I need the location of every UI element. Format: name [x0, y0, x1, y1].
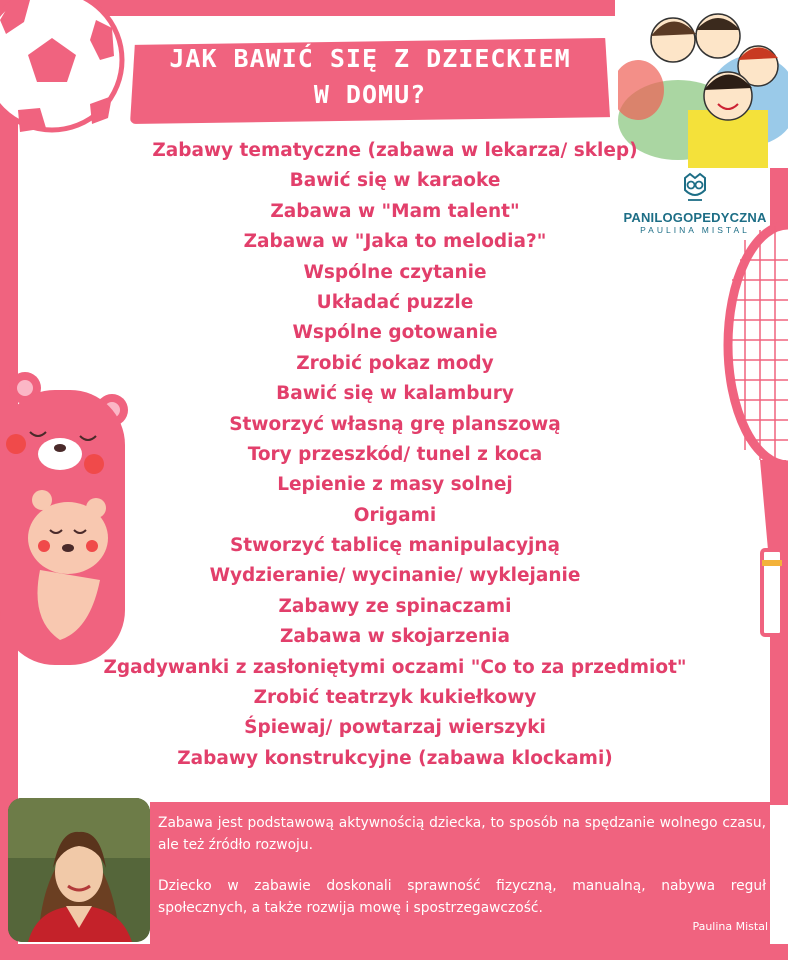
- activity-item: Origami: [353, 504, 437, 526]
- activity-item: Bawić się w karaoke: [289, 170, 501, 192]
- activity-item: Zabawy ze spinaczami: [278, 595, 512, 617]
- brand-name: PANILOGOPEDYCZNA: [623, 210, 767, 225]
- activity-list: [40, 136, 750, 774]
- author-photo: [8, 798, 150, 942]
- activity-item: Lepienie z masy solnej: [277, 474, 513, 496]
- activity-item: Zabawa w "Mam talent": [270, 200, 520, 222]
- activity-item: Zabawy tematyczne (zabawa w lekarza/ sklep): [152, 140, 638, 161]
- title-line-2: W DOMU?: [313, 80, 427, 109]
- author-signature: Paulina Mistal: [692, 920, 768, 933]
- info-paragraph-2: Dziecko w zabawie doskonali sprawność fizyczną, manualną, nabywa reguł społecznych, a także rozwija mowę i spostrzegawczość.: [158, 878, 766, 916]
- title-line-1: JAK BAWIĆ SIĘ Z DZIECKIEM: [169, 44, 571, 73]
- activity-item: Śpiewaj/ powtarzaj wierszyki: [244, 717, 546, 739]
- activity-item: Zrobić teatrzyk kukiełkowy: [253, 687, 537, 709]
- activity-item: Zrobić pokaz mody: [296, 352, 494, 374]
- activity-item: Wspólne gotowanie: [292, 322, 498, 344]
- activity-item: Zabawy konstrukcyjne (zabawa klockami): [177, 747, 613, 769]
- activity-item: Stworzyć tablicę manipulacyjną: [229, 535, 561, 557]
- soccer-ball-illustration: [0, 0, 125, 140]
- activity-item: Bawić się w kalambury: [276, 383, 514, 405]
- activity-item: Zabawa w "Jaka to melodia?": [243, 231, 547, 253]
- frame-bottom: [0, 944, 788, 960]
- activity-item: Zgadywanki z zasłoniętymi oczami "Co to za przedmiot": [103, 656, 687, 678]
- activity-item: Zabawa w skojarzenia: [280, 626, 510, 648]
- activity-item: Układać puzzle: [316, 291, 474, 313]
- brand-subtitle: PAULINA MISTAL: [640, 225, 750, 235]
- activity-item: Wydzieranie/ wycinanie/ wyklejanie: [209, 565, 581, 587]
- activity-item: Tory przeszkód/ tunel z koca: [247, 443, 543, 465]
- info-paragraph-1: Zabawa jest podstawową aktywnością dziecka, to sposób na spędzanie wolnego czasu, ale też źródło rozwoju.: [158, 815, 766, 853]
- activity-item: Stworzyć własną grę planszową: [229, 413, 561, 435]
- activity-item: Wspólne czytanie: [303, 261, 487, 283]
